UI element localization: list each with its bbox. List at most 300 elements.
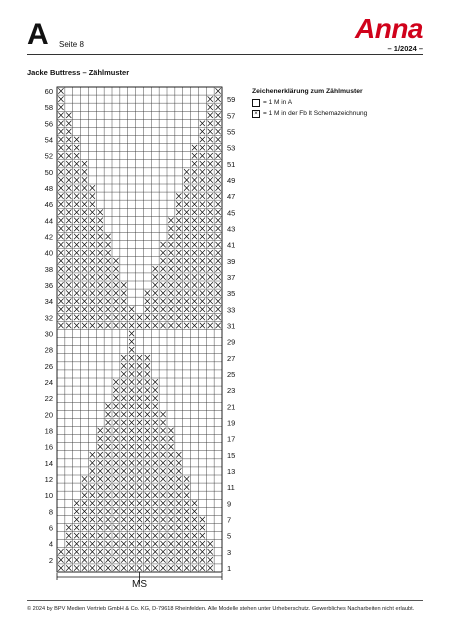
stitch-mark-cross	[58, 129, 63, 134]
stitch-mark-cross	[160, 315, 165, 320]
stitch-mark-cross	[58, 274, 63, 279]
stitch-mark-cross	[168, 444, 173, 449]
stitch-mark-cross	[176, 242, 181, 247]
stitch-mark-cross	[184, 177, 189, 182]
row-number-label: 48	[44, 184, 53, 194]
stitch-mark-cross	[129, 387, 134, 392]
row-number-label: 23	[227, 386, 236, 396]
stitch-mark-cross	[129, 476, 134, 481]
stitch-mark-cross	[58, 307, 63, 312]
stitch-mark-cross	[160, 258, 165, 263]
stitch-mark-cross	[74, 533, 79, 538]
row-number-label: 24	[44, 378, 53, 388]
row-number-label: 53	[227, 143, 236, 153]
stitch-mark-cross	[153, 533, 158, 538]
stitch-mark-cross	[82, 274, 87, 279]
stitch-mark-cross	[215, 226, 220, 231]
stitch-mark-cross	[113, 436, 118, 441]
stitch-mark-cross	[121, 444, 126, 449]
stitch-mark-cross	[58, 193, 63, 198]
stitch-mark-cross	[153, 501, 158, 506]
stitch-mark-cross	[176, 234, 181, 239]
stitch-mark-cross	[168, 565, 173, 570]
stitch-mark-cross	[200, 177, 205, 182]
stitch-mark-cross	[105, 452, 110, 457]
stitch-mark-cross	[74, 274, 79, 279]
stitch-mark-cross	[113, 395, 118, 400]
stitch-mark-cross	[98, 557, 103, 562]
stitch-mark-cross	[105, 282, 110, 287]
stitch-mark-cross	[98, 484, 103, 489]
stitch-mark-cross	[137, 412, 142, 417]
stitch-mark-cross	[200, 153, 205, 158]
row-number-label: 49	[227, 175, 236, 185]
stitch-mark-cross	[90, 201, 95, 206]
stitch-mark-cross	[121, 298, 126, 303]
stitch-mark-cross	[192, 242, 197, 247]
stitch-mark-cross	[121, 387, 126, 392]
stitch-mark-cross	[192, 226, 197, 231]
stitch-mark-cross	[74, 525, 79, 530]
stitch-mark-cross	[176, 274, 181, 279]
stitch-mark-cross	[137, 492, 142, 497]
stitch-mark-cross	[145, 363, 150, 368]
stitch-mark-cross	[98, 492, 103, 497]
stitch-mark-cross	[74, 218, 79, 223]
stitch-mark-cross	[137, 501, 142, 506]
stitch-mark-cross	[145, 501, 150, 506]
stitch-mark-cross	[208, 250, 213, 255]
stitch-mark-cross	[145, 412, 150, 417]
stitch-mark-cross	[176, 509, 181, 514]
stitch-mark-cross	[74, 290, 79, 295]
stitch-mark-cross	[208, 161, 213, 166]
stitch-mark-cross	[74, 153, 79, 158]
stitch-mark-cross	[113, 557, 118, 562]
row-number-label: 1	[227, 563, 232, 573]
stitch-mark-cross	[113, 549, 118, 554]
stitch-mark-cross	[129, 347, 134, 352]
stitch-mark-cross	[90, 476, 95, 481]
stitch-mark-cross	[168, 525, 173, 530]
stitch-mark-cross	[105, 525, 110, 530]
stitch-mark-cross	[90, 242, 95, 247]
stitch-mark-cross	[192, 282, 197, 287]
stitch-mark-cross	[145, 395, 150, 400]
stitch-mark-cross	[215, 234, 220, 239]
stitch-mark-cross	[145, 557, 150, 562]
stitch-mark-cross	[145, 323, 150, 328]
stitch-mark-cross	[105, 484, 110, 489]
stitch-mark-cross	[176, 541, 181, 546]
copyright-footer: © 2024 by BPV Medien Vertrieb GmbH & Co. KG, D-79618 Rheinfelden. Alle Modelle stehen unter Urheberschutz. Gewerbliches Nacharbeiten nicht erlaubt.	[27, 606, 415, 612]
stitch-mark-cross	[215, 193, 220, 198]
stitch-mark-cross	[105, 404, 110, 409]
stitch-mark-cross	[145, 533, 150, 538]
stitch-mark-cross	[74, 541, 79, 546]
stitch-mark-cross	[105, 565, 110, 570]
stitch-mark-cross	[58, 557, 63, 562]
stitch-mark-cross	[208, 323, 213, 328]
stitch-mark-cross	[200, 250, 205, 255]
stitch-mark-cross	[184, 242, 189, 247]
stitch-mark-cross	[66, 266, 71, 271]
stitch-mark-cross	[74, 315, 79, 320]
stitch-mark-cross	[58, 137, 63, 142]
stitch-mark-cross	[200, 129, 205, 134]
stitch-mark-cross	[121, 541, 126, 546]
stitch-mark-cross	[90, 218, 95, 223]
stitch-mark-cross	[82, 501, 87, 506]
stitch-mark-cross	[176, 201, 181, 206]
stitch-mark-cross	[98, 266, 103, 271]
stitch-mark-cross	[160, 444, 165, 449]
stitch-mark-cross	[215, 210, 220, 215]
stitch-mark-cross	[129, 468, 134, 473]
stitch-mark-cross	[66, 137, 71, 142]
stitch-mark-cross	[137, 355, 142, 360]
stitch-mark-cross	[208, 307, 213, 312]
stitch-mark-cross	[121, 476, 126, 481]
stitch-mark-cross	[160, 290, 165, 295]
stitch-mark-cross	[137, 371, 142, 376]
row-number-label: 50	[44, 167, 53, 177]
stitch-mark-cross	[192, 201, 197, 206]
stitch-mark-cross	[208, 218, 213, 223]
row-number-label: 54	[44, 135, 53, 145]
stitch-mark-cross	[145, 428, 150, 433]
stitch-mark-cross	[113, 315, 118, 320]
stitch-mark-cross	[208, 290, 213, 295]
stitch-mark-cross	[184, 492, 189, 497]
stitch-mark-cross	[153, 290, 158, 295]
stitch-mark-cross	[168, 468, 173, 473]
stitch-mark-cross	[208, 193, 213, 198]
row-number-label: 12	[44, 475, 53, 485]
stitch-mark-cross	[129, 339, 134, 344]
stitch-mark-cross	[184, 315, 189, 320]
stitch-mark-cross	[66, 218, 71, 223]
stitch-mark-cross	[113, 404, 118, 409]
stitch-mark-cross	[58, 169, 63, 174]
stitch-mark-cross	[121, 395, 126, 400]
stitch-mark-cross	[153, 452, 158, 457]
stitch-mark-cross	[82, 557, 87, 562]
stitch-mark-cross	[105, 412, 110, 417]
stitch-mark-cross	[66, 549, 71, 554]
stitch-mark-cross	[192, 193, 197, 198]
stitch-mark-cross	[160, 323, 165, 328]
stitch-mark-cross	[168, 428, 173, 433]
stitch-mark-cross	[121, 517, 126, 522]
stitch-mark-cross	[98, 282, 103, 287]
row-number-label: 55	[227, 127, 236, 137]
stitch-mark-cross	[105, 298, 110, 303]
stitch-mark-cross	[74, 258, 79, 263]
stitch-mark-cross	[192, 266, 197, 271]
stitch-mark-cross	[66, 234, 71, 239]
stitch-mark-cross	[137, 323, 142, 328]
stitch-mark-cross	[105, 242, 110, 247]
row-number-label: 59	[227, 95, 236, 105]
stitch-mark-cross	[168, 282, 173, 287]
stitch-mark-cross	[176, 218, 181, 223]
stitch-mark-cross	[176, 565, 181, 570]
stitch-mark-cross	[66, 153, 71, 158]
stitch-mark-cross	[160, 298, 165, 303]
footer-divider	[27, 600, 423, 601]
stitch-mark-cross	[66, 113, 71, 118]
stitch-mark-cross	[66, 129, 71, 134]
stitch-mark-cross	[153, 428, 158, 433]
row-number-label: 10	[44, 491, 53, 501]
stitch-mark-cross	[129, 323, 134, 328]
stitch-mark-cross	[121, 460, 126, 465]
stitch-mark-cross	[121, 525, 126, 530]
stitch-mark-cross	[90, 509, 95, 514]
stitch-mark-cross	[105, 250, 110, 255]
stitch-mark-cross	[66, 242, 71, 247]
stitch-mark-cross	[208, 121, 213, 126]
stitch-mark-cross	[215, 177, 220, 182]
stitch-mark-cross	[168, 492, 173, 497]
stitch-mark-cross	[184, 484, 189, 489]
stitch-mark-cross	[200, 226, 205, 231]
stitch-mark-cross	[121, 282, 126, 287]
row-number-label: 25	[227, 369, 236, 379]
row-number-label: 46	[44, 200, 53, 210]
stitch-mark-cross	[129, 355, 134, 360]
stitch-mark-cross	[121, 379, 126, 384]
stitch-mark-cross	[66, 145, 71, 150]
stitch-mark-cross	[145, 315, 150, 320]
stitch-mark-cross	[74, 323, 79, 328]
stitch-mark-cross	[66, 258, 71, 263]
brand-logo: Anna	[355, 13, 423, 44]
row-number-label: 44	[44, 216, 53, 226]
stitch-mark-cross	[82, 210, 87, 215]
stitch-mark-cross	[113, 452, 118, 457]
stitch-mark-cross	[74, 501, 79, 506]
stitch-mark-cross	[184, 185, 189, 190]
stitch-mark-cross	[160, 420, 165, 425]
issue-number: – 1/2024 –	[387, 44, 423, 53]
stitch-mark-cross	[208, 104, 213, 109]
stitch-mark-cross	[129, 315, 134, 320]
stitch-mark-cross	[145, 468, 150, 473]
stitch-mark-cross	[98, 460, 103, 465]
stitch-mark-cross	[137, 395, 142, 400]
stitch-mark-cross	[145, 420, 150, 425]
stitch-mark-cross	[113, 501, 118, 506]
stitch-mark-cross	[58, 113, 63, 118]
stitch-mark-cross	[208, 129, 213, 134]
stitch-mark-cross	[98, 307, 103, 312]
stitch-mark-cross	[129, 452, 134, 457]
stitch-mark-cross	[160, 484, 165, 489]
row-number-label: 16	[44, 442, 53, 452]
stitch-mark-cross	[153, 420, 158, 425]
stitch-mark-cross	[192, 525, 197, 530]
stitch-mark-cross	[176, 210, 181, 215]
stitch-mark-cross	[121, 549, 126, 554]
stitch-mark-cross	[105, 460, 110, 465]
row-number-label: 29	[227, 337, 236, 347]
stitch-mark-cross	[74, 298, 79, 303]
stitch-mark-cross	[98, 444, 103, 449]
stitch-mark-cross	[145, 371, 150, 376]
stitch-mark-cross	[176, 315, 181, 320]
stitch-mark-cross	[145, 452, 150, 457]
stitch-mark-cross	[58, 258, 63, 263]
stitch-mark-cross	[153, 460, 158, 465]
stitch-mark-cross	[74, 509, 79, 514]
row-number-label: 18	[44, 426, 53, 436]
stitch-mark-cross	[137, 476, 142, 481]
stitch-mark-cross	[113, 274, 118, 279]
stitch-mark-cross	[200, 145, 205, 150]
stitch-mark-cross	[66, 315, 71, 320]
stitch-mark-cross	[160, 549, 165, 554]
stitch-mark-cross	[215, 290, 220, 295]
stitch-mark-cross	[74, 242, 79, 247]
stitch-mark-cross	[90, 234, 95, 239]
stitch-mark-cross	[215, 145, 220, 150]
stitch-mark-cross	[200, 282, 205, 287]
stitch-mark-cross	[121, 363, 126, 368]
stitch-mark-cross	[145, 484, 150, 489]
stitch-mark-cross	[153, 517, 158, 522]
stitch-mark-cross	[145, 492, 150, 497]
stitch-mark-cross	[215, 307, 220, 312]
stitch-mark-cross	[113, 476, 118, 481]
stitch-mark-cross	[215, 242, 220, 247]
stitch-mark-cross	[74, 226, 79, 231]
stitch-mark-cross	[176, 323, 181, 328]
stitch-mark-cross	[121, 533, 126, 538]
stitch-mark-cross	[192, 517, 197, 522]
stitch-mark-cross	[66, 274, 71, 279]
stitch-mark-cross	[82, 266, 87, 271]
row-number-label: 42	[44, 232, 53, 242]
stitch-mark-cross	[98, 274, 103, 279]
stitch-mark-cross	[82, 484, 87, 489]
stitch-mark-cross	[192, 533, 197, 538]
stitch-mark-cross	[168, 541, 173, 546]
stitch-mark-cross	[168, 501, 173, 506]
stitch-mark-cross	[74, 517, 79, 522]
stitch-mark-cross	[145, 565, 150, 570]
stitch-mark-cross	[82, 315, 87, 320]
stitch-mark-cross	[105, 290, 110, 295]
stitch-mark-cross	[176, 492, 181, 497]
stitch-mark-cross	[208, 258, 213, 263]
stitch-mark-cross	[168, 476, 173, 481]
stitch-mark-cross	[58, 565, 63, 570]
stitch-mark-cross	[82, 282, 87, 287]
stitch-mark-cross	[153, 274, 158, 279]
stitch-mark-cross	[90, 250, 95, 255]
stitch-mark-cross	[58, 315, 63, 320]
stitch-mark-cross	[113, 298, 118, 303]
legend-item-label: = 1 M in der Fb lt Schemazeichnung	[263, 110, 368, 117]
stitch-mark-cross	[82, 541, 87, 546]
stitch-mark-cross	[129, 565, 134, 570]
section-title: Jacke Buttress – Zählmuster	[27, 68, 130, 77]
stitch-mark-cross	[160, 476, 165, 481]
stitch-mark-cross	[137, 379, 142, 384]
row-number-label: 43	[227, 224, 236, 234]
stitch-mark-cross	[82, 161, 87, 166]
stitch-mark-cross	[208, 210, 213, 215]
stitch-mark-cross	[153, 484, 158, 489]
stitch-mark-cross	[168, 549, 173, 554]
stitch-mark-cross	[113, 517, 118, 522]
stitch-mark-cross	[153, 315, 158, 320]
stitch-mark-cross	[200, 298, 205, 303]
stitch-mark-cross	[200, 169, 205, 174]
stitch-mark-cross	[176, 193, 181, 198]
stitch-mark-cross	[200, 533, 205, 538]
stitch-mark-cross	[192, 541, 197, 546]
stitch-mark-cross	[153, 395, 158, 400]
stitch-mark-cross	[82, 193, 87, 198]
stitch-mark-cross	[192, 145, 197, 150]
stitch-mark-cross	[74, 201, 79, 206]
stitch-mark-cross	[215, 258, 220, 263]
stitch-mark-cross	[208, 557, 213, 562]
stitch-mark-cross	[58, 121, 63, 126]
stitch-mark-cross	[168, 307, 173, 312]
stitch-mark-cross	[90, 282, 95, 287]
stitch-mark-cross	[113, 387, 118, 392]
stitch-mark-cross	[215, 129, 220, 134]
stitch-mark-cross	[82, 509, 87, 514]
stitch-mark-cross	[192, 557, 197, 562]
stitch-mark-cross	[58, 161, 63, 166]
stitch-mark-cross	[66, 169, 71, 174]
stitch-mark-cross	[145, 525, 150, 530]
stitch-mark-cross	[105, 323, 110, 328]
stitch-mark-cross	[208, 153, 213, 158]
stitch-mark-cross	[66, 290, 71, 295]
stitch-mark-cross	[184, 282, 189, 287]
row-number-label: 31	[227, 321, 236, 331]
stitch-mark-cross	[184, 525, 189, 530]
stitch-mark-cross	[192, 565, 197, 570]
stitch-mark-cross	[82, 169, 87, 174]
stitch-mark-cross	[98, 258, 103, 263]
stitch-mark-cross	[153, 298, 158, 303]
stitch-mark-cross	[98, 541, 103, 546]
stitch-mark-cross	[160, 557, 165, 562]
stitch-mark-cross	[98, 218, 103, 223]
stitch-mark-cross	[129, 484, 134, 489]
stitch-mark-cross	[121, 452, 126, 457]
stitch-mark-cross	[74, 193, 79, 198]
stitch-mark-cross	[82, 298, 87, 303]
stitch-mark-cross	[74, 557, 79, 562]
row-number-label: 5	[227, 531, 232, 541]
stitch-mark-cross	[176, 460, 181, 465]
row-number-label: 20	[44, 410, 53, 420]
stitch-mark-cross	[90, 298, 95, 303]
stitch-mark-cross	[74, 549, 79, 554]
stitch-mark-cross	[58, 226, 63, 231]
stitch-mark-cross	[58, 218, 63, 223]
stitch-mark-cross	[90, 274, 95, 279]
stitch-mark-cross	[137, 404, 142, 409]
